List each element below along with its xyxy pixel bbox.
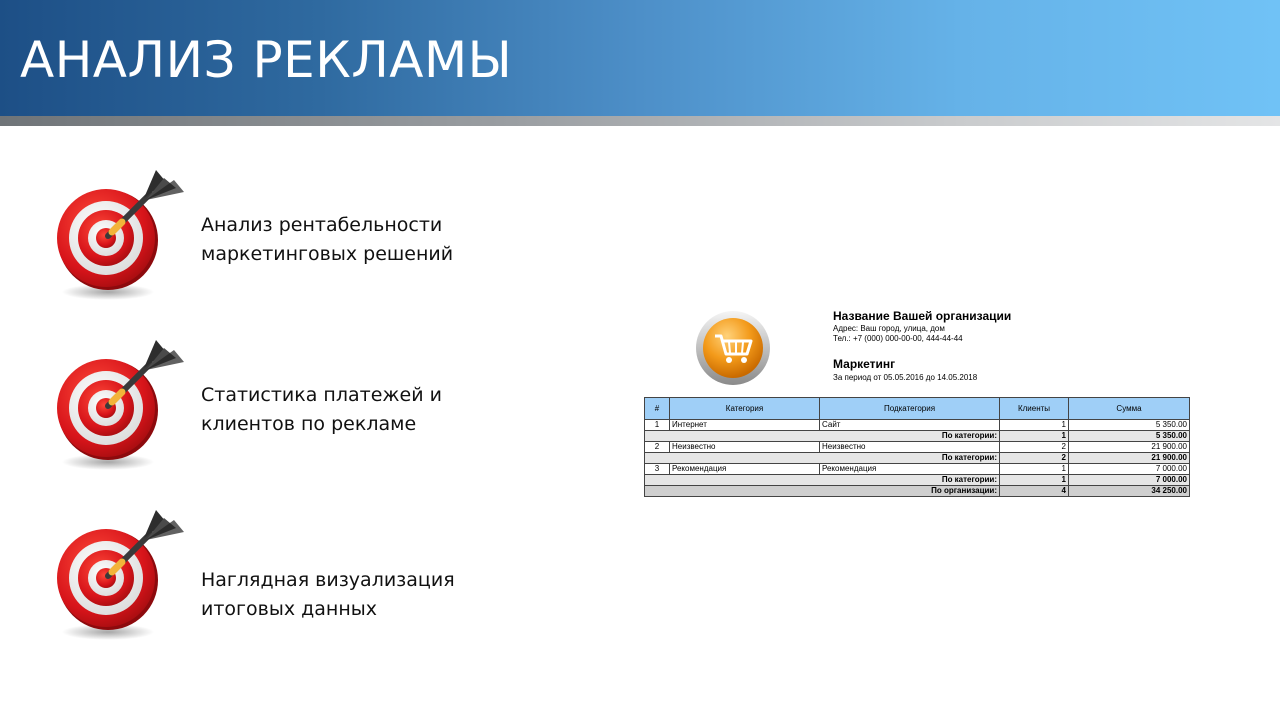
column-header: # xyxy=(645,398,670,420)
cell-sum: 5 350.00 xyxy=(1069,431,1190,442)
cell-subcategory: Рекомендация xyxy=(820,464,1000,475)
dart-target-icon xyxy=(52,508,192,648)
feature-line: Анализ рентабельности xyxy=(201,214,443,236)
cell-num: 2 xyxy=(645,442,670,453)
feature-item-statistics xyxy=(52,338,552,478)
column-header: Категория xyxy=(670,398,820,420)
organization-name: Название Вашей организации xyxy=(833,309,1012,323)
table-row xyxy=(645,420,1190,431)
cell-category: Неизвестно xyxy=(670,442,820,453)
cell-subtotal-label: По категории: xyxy=(645,475,1000,486)
organization-phone: Тел.: +7 (000) 000-00-00, 444-44-44 xyxy=(833,334,963,343)
header-divider xyxy=(0,116,1280,126)
cell-clients: 2 xyxy=(1000,442,1069,453)
column-header: Подкатегория xyxy=(820,398,1000,420)
cell-num: 1 xyxy=(645,420,670,431)
subtotal-row xyxy=(645,475,1190,486)
report-title: Маркетинг xyxy=(833,357,896,371)
cell-subcategory: Сайт xyxy=(820,420,1000,431)
cell-clients: 1 xyxy=(1000,464,1069,475)
total-row xyxy=(645,486,1190,497)
cell-sum: 34 250.00 xyxy=(1069,486,1190,497)
cell-clients: 2 xyxy=(1000,453,1069,464)
page-title: АНАЛИЗ РЕКЛАМЫ xyxy=(20,31,513,89)
column-header: Сумма xyxy=(1069,398,1190,420)
cell-clients: 1 xyxy=(1000,420,1069,431)
subtotal-row xyxy=(645,431,1190,442)
cell-category: Рекомендация xyxy=(670,464,820,475)
feature-line: Наглядная визуализация xyxy=(201,569,455,591)
cell-category: Интернет xyxy=(670,420,820,431)
cell-subtotal-label: По категории: xyxy=(645,453,1000,464)
feature-text xyxy=(201,566,455,624)
cell-sum: 21 900.00 xyxy=(1069,442,1190,453)
subtotal-row xyxy=(645,453,1190,464)
cell-clients: 1 xyxy=(1000,431,1069,442)
cell-sum: 5 350.00 xyxy=(1069,420,1190,431)
report-preview xyxy=(643,303,1191,503)
shopping-cart-icon xyxy=(693,308,773,388)
report-table xyxy=(644,397,1190,497)
cell-subtotal-label: По категории: xyxy=(645,431,1000,442)
header-banner xyxy=(0,0,1280,116)
table-row xyxy=(645,464,1190,475)
cell-subcategory: Неизвестно xyxy=(820,442,1000,453)
feature-text xyxy=(201,211,453,269)
feature-line: клиентов по рекламе xyxy=(201,413,417,435)
report-period: За период от 05.05.2016 до 14.05.2018 xyxy=(833,373,978,382)
feature-line: маркетинговых решений xyxy=(201,243,454,265)
cell-num: 3 xyxy=(645,464,670,475)
table-row xyxy=(645,442,1190,453)
feature-item-profitability xyxy=(52,168,552,308)
feature-item-visualization xyxy=(52,508,552,648)
cell-sum: 7 000.00 xyxy=(1069,464,1190,475)
dart-target-icon xyxy=(52,168,192,308)
table-header-row xyxy=(645,398,1190,420)
cell-clients: 4 xyxy=(1000,486,1069,497)
column-header: Клиенты xyxy=(1000,398,1069,420)
cell-clients: 1 xyxy=(1000,475,1069,486)
feature-line: итоговых данных xyxy=(201,598,378,620)
dart-target-icon xyxy=(52,338,192,478)
cell-sum: 21 900.00 xyxy=(1069,453,1190,464)
feature-line: Статистика платежей и xyxy=(201,384,442,406)
cell-sum: 7 000.00 xyxy=(1069,475,1190,486)
cell-total-label: По организации: xyxy=(645,486,1000,497)
feature-text xyxy=(201,381,442,439)
organization-address: Адрес: Ваш город, улица, дом xyxy=(833,324,945,333)
